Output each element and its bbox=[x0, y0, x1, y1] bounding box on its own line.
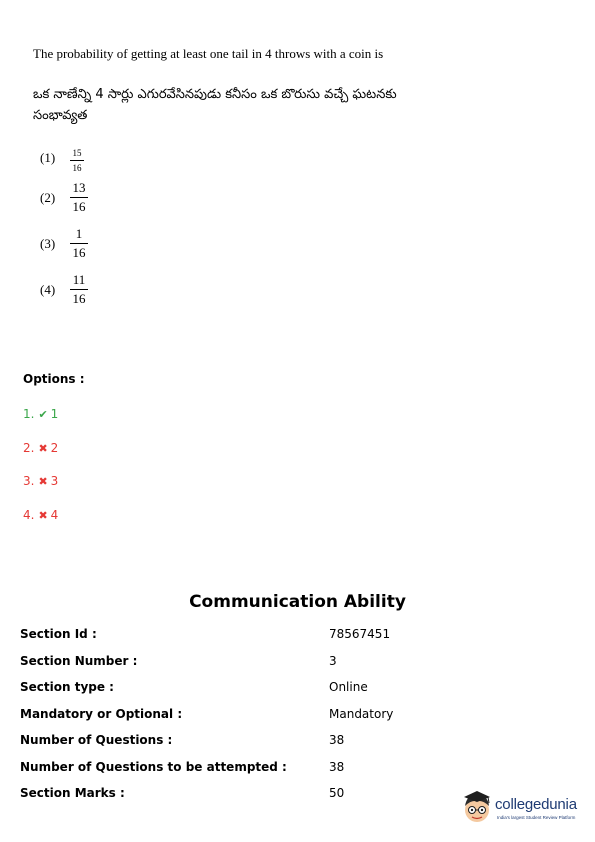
option-value: 1 bbox=[50, 407, 59, 421]
check-icon: ✔ bbox=[38, 408, 48, 421]
choice-label: (2) bbox=[40, 190, 56, 205]
section-title: Communication Ability bbox=[189, 592, 406, 612]
row-key: Section Number : bbox=[20, 654, 138, 668]
choice-label: (1) bbox=[40, 150, 56, 165]
question-text-english: The probability of getting at least one tail in 4 throws with a coin is bbox=[33, 46, 384, 61]
cross-icon: ✖ bbox=[38, 442, 48, 455]
fraction-bar bbox=[70, 289, 88, 290]
choice-label: (4) bbox=[40, 282, 56, 297]
cross-icon: ✖ bbox=[38, 475, 48, 488]
row-value: Mandatory bbox=[329, 707, 394, 721]
collegedunia-logo bbox=[461, 788, 589, 828]
row-key: Number of Questions to be attempted : bbox=[20, 760, 287, 774]
option-item-4 bbox=[23, 508, 58, 522]
cross-icon: ✖ bbox=[38, 509, 48, 522]
fraction-bar bbox=[70, 243, 88, 244]
row-value: 50 bbox=[329, 786, 345, 800]
option-index: 2. bbox=[23, 441, 35, 455]
logo-brand-text: collegedunia bbox=[495, 796, 577, 813]
option-index: 1. bbox=[23, 407, 35, 421]
fraction-denominator: 16 bbox=[72, 291, 86, 306]
choice-label: (3) bbox=[40, 236, 56, 251]
option-index: 4. bbox=[23, 508, 35, 522]
row-key: Number of Questions : bbox=[20, 733, 173, 747]
option-item-2 bbox=[23, 441, 58, 455]
option-value: 2 bbox=[50, 441, 59, 455]
row-key: Section Marks : bbox=[20, 786, 125, 800]
option-index: 3. bbox=[23, 474, 35, 488]
row-value: 38 bbox=[329, 760, 345, 774]
fraction-numerator: 15 bbox=[72, 148, 82, 158]
fraction-numerator: 13 bbox=[72, 180, 86, 195]
row-value: Online bbox=[329, 680, 368, 694]
logo-tagline: India's largest Student Review Platform bbox=[497, 815, 576, 820]
option-item-3 bbox=[23, 474, 58, 488]
option-value: 4 bbox=[50, 508, 59, 522]
row-key: Section Id : bbox=[20, 627, 97, 641]
question-text-telugu: ఒక నాణేన్ని 4 సార్లు ఎగురవేసినపుడు కనీసం ఒక బొరుసు వచ్చే ఘటనకు సంభావ్యత bbox=[33, 87, 397, 123]
fraction-bar bbox=[70, 197, 88, 198]
options-title: Options : bbox=[23, 372, 85, 386]
row-value: 38 bbox=[329, 733, 345, 747]
fraction bbox=[70, 227, 88, 260]
row-value: 78567451 bbox=[329, 627, 391, 641]
fraction-numerator: 11 bbox=[72, 272, 86, 287]
fraction bbox=[70, 273, 88, 306]
row-value: 3 bbox=[329, 654, 337, 668]
row-key: Mandatory or Optional : bbox=[20, 707, 183, 721]
fraction-bar bbox=[70, 160, 84, 161]
fraction bbox=[70, 148, 84, 173]
fraction-denominator: 16 bbox=[72, 245, 86, 260]
row-key: Section type : bbox=[20, 680, 114, 694]
option-value: 3 bbox=[50, 474, 59, 488]
option-item-1 bbox=[23, 407, 58, 421]
fraction-denominator: 16 bbox=[72, 199, 86, 214]
student-mascot-icon bbox=[461, 788, 493, 828]
fraction bbox=[70, 181, 88, 214]
fraction-denominator: 16 bbox=[72, 163, 82, 173]
fraction-numerator: 1 bbox=[75, 226, 83, 241]
